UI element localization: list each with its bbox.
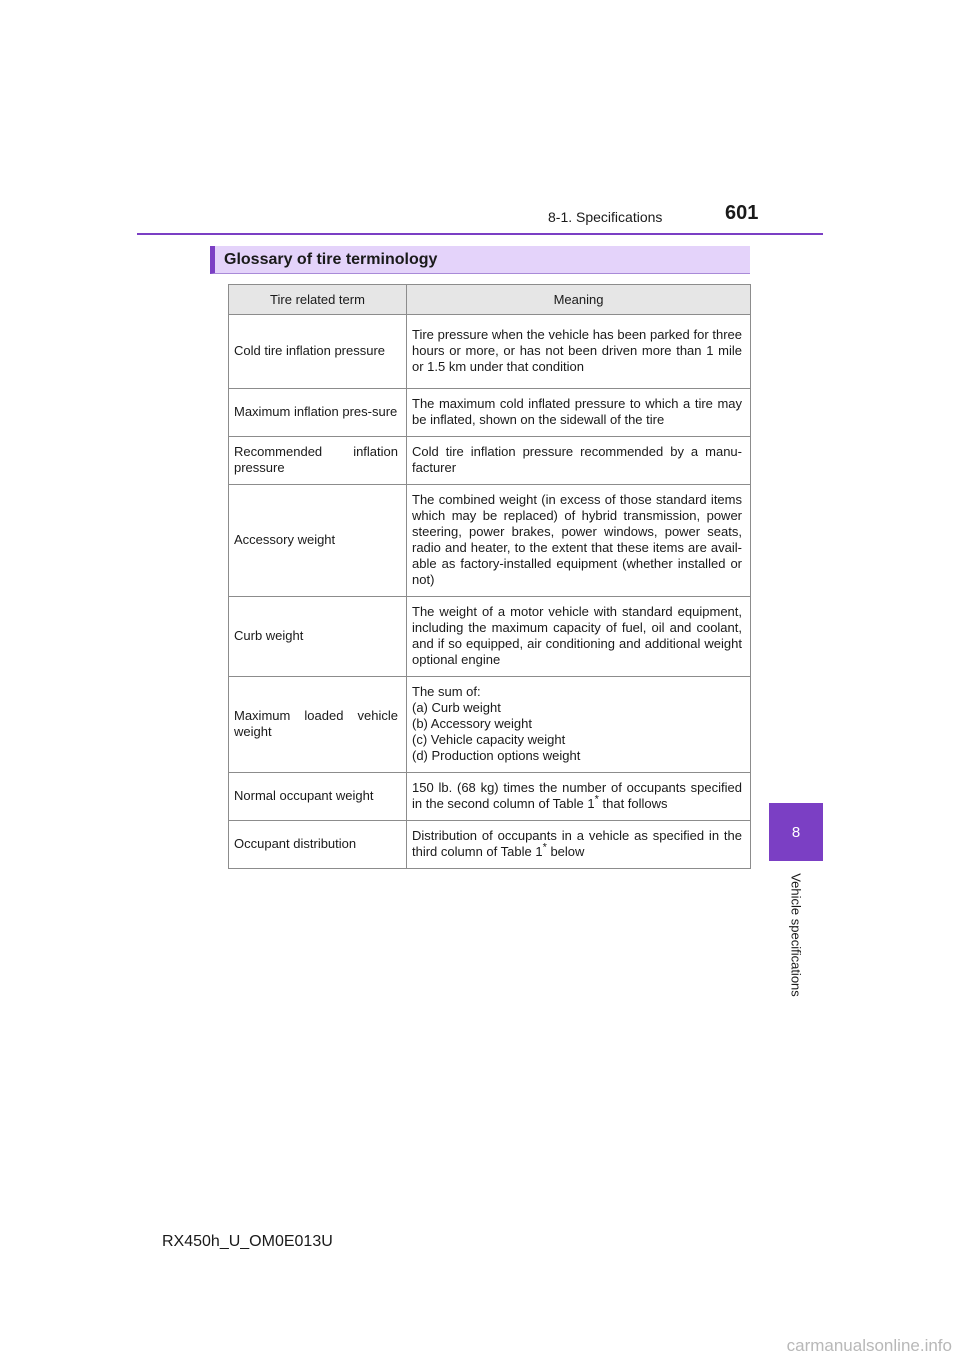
term-cell: Cold tire inflation pressure xyxy=(229,315,407,389)
table-row xyxy=(229,821,751,869)
table-row xyxy=(229,677,751,773)
footnote-asterisk: * xyxy=(542,841,547,854)
table-row xyxy=(229,437,751,485)
meaning-cell xyxy=(407,677,751,773)
meaning-cell: The combined weight (in excess of those standard items which may be replaced) of hybrid transmission, power steering, power brakes, power windows, power seats, radio and heater, to the extent that these items are avail-able as factory-installed equipment (whether installed or not) xyxy=(407,485,751,597)
manual-code-footer: RX450h_U_OM0E013U xyxy=(162,1233,333,1250)
chapter-number: 8 xyxy=(791,823,801,841)
table-row xyxy=(229,597,751,677)
meaning-cell: Tire pressure when the vehicle has been parked for three hours or more, or has not been driven more than 1 mile or 1.5 km under that condition xyxy=(407,315,751,389)
term-cell: Occupant distribution xyxy=(229,821,407,869)
meaning-cell xyxy=(407,773,751,821)
term-cell: Normal occupant weight xyxy=(229,773,407,821)
meaning-text: 150 lb. (68 kg) times the number of occupants specified in the second column of Table 1 xyxy=(412,780,742,811)
list-item: (c) Vehicle capacity weight xyxy=(412,732,566,747)
chapter-tab[interactable] xyxy=(769,803,823,861)
meaning-cell: Cold tire inflation pressure recommended by a manu-facturer xyxy=(407,437,751,485)
chapter-side-title: Vehicle specifications xyxy=(788,873,804,997)
list-item: (b) Accessory weight xyxy=(412,716,532,731)
meaning-cell: The maximum cold inflated pressure to which a tire may be inflated, shown on the sidewall of the tire xyxy=(407,389,751,437)
table-header-row xyxy=(229,285,751,315)
column-header-term: Tire related term xyxy=(229,285,407,315)
meaning-cell: The weight of a motor vehicle with standard equipment, including the maximum capacity of fuel, oil and coolant, and if so equipped, air conditioning and additional weight optional engine xyxy=(407,597,751,677)
page-number: 601 xyxy=(725,202,759,224)
section-heading: Glossary of tire terminology xyxy=(210,246,750,274)
term-cell: Curb weight xyxy=(229,597,407,677)
meaning-text: Distribution of occupants in a vehicle as specified in the third column of Table 1 xyxy=(412,828,742,859)
meaning-tail: that follows xyxy=(598,796,668,811)
table-row xyxy=(229,315,751,389)
meaning-tail: below xyxy=(546,844,585,859)
watermark: carmanualsonline.info xyxy=(786,1336,952,1355)
meaning-intro: The sum of: xyxy=(412,684,481,699)
table-row xyxy=(229,389,751,437)
header-divider xyxy=(137,233,823,235)
term-cell: Accessory weight xyxy=(229,485,407,597)
term-cell: Recommended inflation pressure xyxy=(229,437,407,485)
list-item: (d) Production options weight xyxy=(412,748,581,763)
column-header-meaning: Meaning xyxy=(407,285,751,315)
glossary-table xyxy=(228,284,751,869)
list-item: (a) Curb weight xyxy=(412,700,501,715)
table-row xyxy=(229,773,751,821)
header-section-title: 8-1. Specifications xyxy=(548,209,663,225)
meaning-cell xyxy=(407,821,751,869)
term-cell: Maximum inflation pres-sure xyxy=(229,389,407,437)
footnote-asterisk: * xyxy=(594,793,599,806)
term-cell: Maximum loaded vehicle weight xyxy=(229,677,407,773)
table-row xyxy=(229,485,751,597)
